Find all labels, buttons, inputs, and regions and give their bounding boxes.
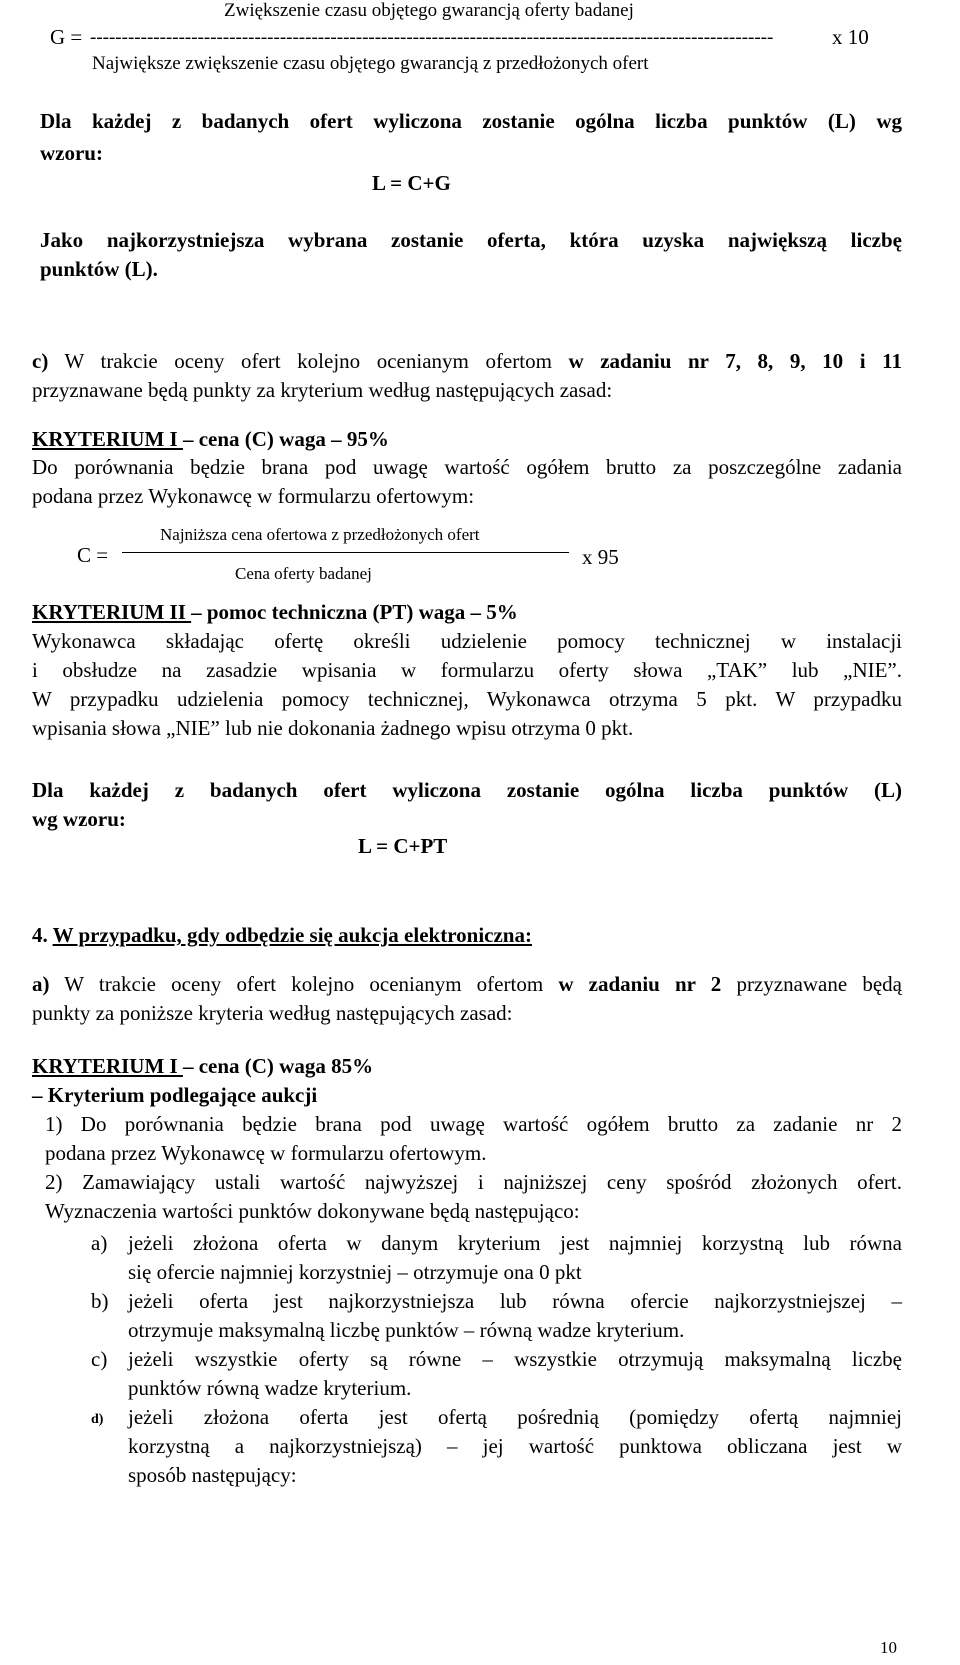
section-4-criterion1-weight: – cena (C) waga 85% xyxy=(182,1054,374,1078)
section-4-criterion1-title: KRYTERIUM I xyxy=(32,1054,183,1078)
section-c-criterion2-title: KRYTERIUM II xyxy=(32,600,192,624)
formula-g-numerator: Zwiększenie czasu objętego gwarancją oferty badanej xyxy=(224,0,634,21)
section-c-criterion1-line2: podana przez Wykonawcę w formularzu ofertowym: xyxy=(32,484,475,508)
section-c-summary-formula: L = C+PT xyxy=(358,834,448,858)
section-c-criterion1-title: KRYTERIUM I xyxy=(32,427,183,451)
section-4a-label: a) xyxy=(32,972,50,996)
section-c-criterion2-line4: wpisania słowa „NIE” lub nie dokonania żadnego wpisu otrzyma 0 pkt. xyxy=(32,716,634,740)
section-c-summary-line2: wg wzoru: xyxy=(32,807,126,831)
summary-b-choice-line2: punktów (L). xyxy=(40,257,158,281)
page-number: 10 xyxy=(880,1638,897,1657)
section-4-item-d-line2: korzystną a najkorzystniejszą) – jej wartość punktowa obliczana jest w xyxy=(128,1434,902,1458)
formula-g-fraction-bar: ------------------------------------------------------------------------------------------------------------ xyxy=(90,27,774,48)
section-4-point1-line1: 1) Do porównania będzie brana pod uwagę wartość ogółem brutto za zadanie nr 2 xyxy=(45,1112,902,1136)
formula-g-denominator: Największe zwiększenie czasu objętego gwarancją z przedłożonych ofert xyxy=(92,53,649,74)
section-4-title: W przypadku, gdy odbędzie się aukcja elektroniczna: xyxy=(52,923,532,947)
c-formula-lhs: C = xyxy=(77,543,109,567)
section-c-tasks: w zadaniu nr 7, 8, 9, 10 i 11 xyxy=(568,349,902,373)
section-4a-task: w zadaniu nr 2 xyxy=(558,972,722,996)
section-4-item-a-label: a) xyxy=(91,1231,108,1255)
section-4-point2-line1: 2) Zamawiający ustali wartość najwyższej i najniższej ceny spośród złożonych ofert. xyxy=(45,1170,902,1194)
section-c-criterion2-line1: Wykonawca składając ofertę określi udzielenie pomocy technicznej w instalacji xyxy=(32,629,902,653)
section-c-line1-text: W trakcie oceny ofert kolejno ocenianym ofertom xyxy=(48,349,569,373)
summary-b-line2: wzoru: xyxy=(40,141,103,165)
section-4a-line1-end: przyznawane będą xyxy=(721,972,902,996)
section-c-label: c) xyxy=(32,349,49,373)
section-c-criterion2-heading xyxy=(32,600,518,625)
section-c-criterion1-heading xyxy=(32,427,389,452)
c-formula-fraction-bar xyxy=(122,552,569,553)
section-4-heading xyxy=(32,923,532,948)
formula-g-lhs: G = xyxy=(50,25,83,49)
section-4-item-a-line1: jeżeli złożona oferta w danym kryterium jest najmniej korzystną lub równa xyxy=(128,1231,902,1255)
section-4-item-b-line1: jeżeli oferta jest najkorzystniejsza lub równa ofercie najkorzystniejszej – xyxy=(128,1289,902,1313)
section-c-criterion1-line1: Do porównania będzie brana pod uwagę wartość ogółem brutto za poszczególne zadania xyxy=(32,455,902,479)
section-4-criterion1-subheading: – Kryterium podlegające aukcji xyxy=(32,1083,318,1107)
section-4a-line1 xyxy=(32,972,902,997)
formula-g-multiplier: x 10 xyxy=(832,25,869,49)
section-4-point2-line2: Wyznaczenia wartości punktów dokonywane będą następująco: xyxy=(45,1199,580,1223)
section-4-item-d-label: d) xyxy=(91,1412,104,1427)
section-4-item-d-line3: sposób następujący: xyxy=(128,1463,297,1487)
section-4-point1-line2: podana przez Wykonawcę w formularzu ofertowym. xyxy=(45,1141,487,1165)
section-4-item-a-line2: się ofercie najmniej korzystniej – otrzymuje ona 0 pkt xyxy=(128,1260,582,1284)
section-c-line2: przyznawane będą punkty za kryterium według następujących zasad: xyxy=(32,378,613,402)
section-c-summary-line1: Dla każdej z badanych ofert wyliczona zostanie ogólna liczba punktów (L) xyxy=(32,778,902,802)
section-4a-line2: punkty za poniższe kryteria według następujących zasad: xyxy=(32,1001,513,1025)
c-formula-numerator: Najniższa cena ofertowa z przedłożonych ofert xyxy=(160,525,480,544)
summary-b-line1: Dla każdej z badanych ofert wyliczona zostanie ogólna liczba punktów (L) wg xyxy=(40,109,902,133)
c-formula-denominator: Cena oferty badanej xyxy=(235,564,372,583)
section-c-criterion2-weight: – pomoc techniczna (PT) waga – 5% xyxy=(191,600,518,624)
section-4-item-c-label: c) xyxy=(91,1347,108,1371)
section-c-criterion1-weight: – cena (C) waga – 95% xyxy=(182,427,389,451)
section-c-criterion2-line2: i obsłudze na zasadzie wpisania w formularzu oferty słowa „TAK” lub „NIE”. xyxy=(32,658,902,682)
section-4-item-b-line2: otrzymuje maksymalną liczbę punktów – równą wadze kryterium. xyxy=(128,1318,685,1342)
summary-b-choice-line1: Jako najkorzystniejsza wybrana zostanie oferta, która uzyska największą liczbę xyxy=(40,228,902,252)
section-4a-line1-text: W trakcie oceny ofert kolejno ocenianym ofertom xyxy=(49,972,559,996)
section-4-criterion1-heading xyxy=(32,1054,373,1079)
section-4-number: 4. xyxy=(32,923,53,947)
section-c-criterion2-line3: W przypadku udzielenia pomocy technicznej, Wykonawca otrzyma 5 pkt. W przypadku xyxy=(32,687,902,711)
section-4-item-c-line1: jeżeli wszystkie oferty są równe – wszystkie otrzymują maksymalną liczbę xyxy=(128,1347,902,1371)
section-4-item-d-line1: jeżeli złożona oferta jest ofertą pośrednią (pomiędzy ofertą najmniej xyxy=(128,1405,902,1429)
c-formula-multiplier: x 95 xyxy=(582,545,619,569)
section-4-item-b-label: b) xyxy=(91,1289,109,1313)
section-4-item-c-line2: punktów równą wadze kryterium. xyxy=(128,1376,412,1400)
section-c-line1 xyxy=(32,349,902,374)
summary-b-formula: L = C+G xyxy=(372,171,451,195)
